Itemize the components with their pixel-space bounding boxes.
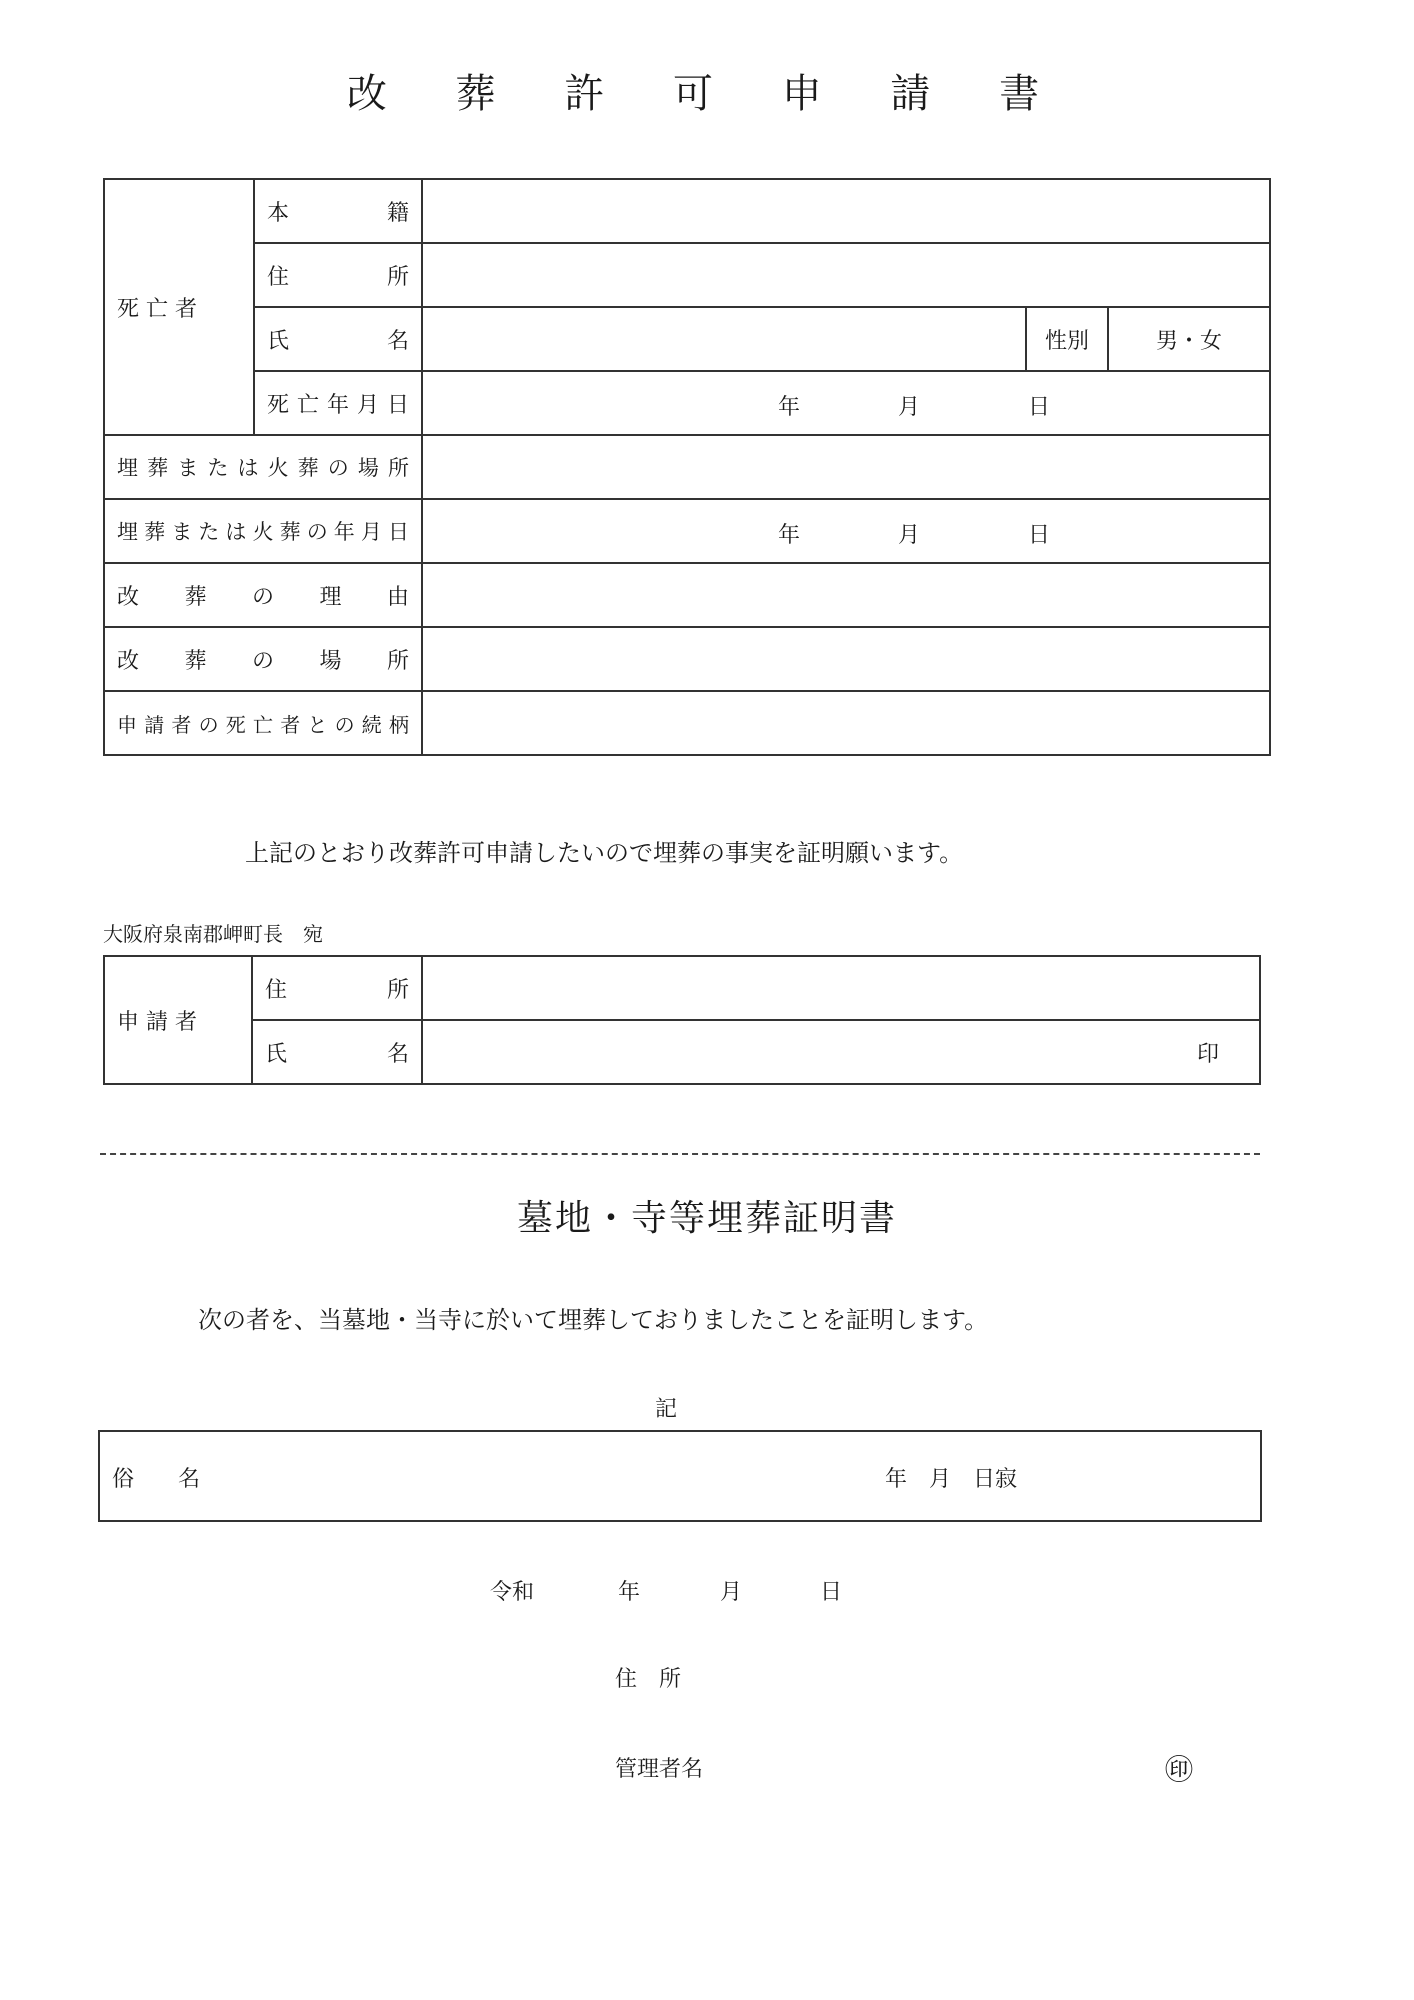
applicant-seal: 印 (1196, 1041, 1219, 1067)
certificate-title: 墓地・寺等埋葬証明書 (516, 1198, 897, 1239)
deceased-address-label: 住所 (254, 243, 422, 307)
applicant-table (103, 955, 1261, 1085)
death-month: 月 (898, 395, 921, 420)
burial-date-label: 埋葬または火葬の年月日 (104, 499, 422, 563)
reiwa-label: 令和 (490, 1580, 535, 1605)
cert-day: 日 (820, 1580, 843, 1605)
manager-name-label: 管理者名 (615, 1757, 704, 1782)
manager-seal-icon: ㊞ (1165, 1753, 1194, 1786)
application-table (103, 178, 1271, 756)
burial-place-label: 埋葬または火葬の場所 (104, 435, 422, 499)
applicant-group-label: 申 請 者 (104, 956, 252, 1084)
relation-label: 申請者の死亡者との続柄 (104, 691, 422, 755)
burial-month: 月 (898, 523, 921, 548)
burial-date-field[interactable] (422, 499, 1270, 563)
form-title: 改 葬 許 可 申 請 書 (346, 71, 1068, 117)
death-date-field[interactable] (422, 371, 1270, 435)
sex-label: 性別 (1026, 307, 1108, 371)
honseki-field[interactable] (422, 179, 1270, 243)
burial-place-field[interactable] (422, 435, 1270, 499)
deceased-group-label: 死 亡 者 (104, 179, 254, 435)
honseki-label: 本籍 (254, 179, 422, 243)
cert-year: 年 (618, 1580, 641, 1605)
cert-month: 月 (720, 1580, 743, 1605)
death-day: 日 (1028, 395, 1051, 420)
sex-options[interactable]: 男・女 (1108, 307, 1270, 371)
applicant-name-label: 氏名 (252, 1020, 422, 1084)
zokumyo-label: 俗 名 (112, 1467, 201, 1492)
deceased-address-field[interactable] (422, 243, 1270, 307)
deceased-name-label: 氏名 (254, 307, 422, 371)
cut-line (100, 1153, 1260, 1155)
certificate-statement: 次の者を、当墓地・当寺に於いて埋葬しておりましたことを証明します。 (198, 1306, 989, 1334)
request-statement: 上記のとおり改葬許可申請したいので埋葬の事実を証明願います。 (245, 839, 964, 867)
zokumyo-table (98, 1430, 1262, 1522)
reason-field[interactable] (422, 563, 1270, 627)
zokumyo-death-date: 年 月 日寂 (885, 1467, 1018, 1492)
burial-year: 年 (778, 523, 801, 548)
reburial-place-label: 改葬の場所 (104, 627, 422, 691)
deceased-name-field[interactable] (422, 307, 1026, 371)
applicant-address-label: 住所 (252, 956, 422, 1020)
relation-field[interactable] (422, 691, 1270, 755)
burial-day: 日 (1028, 523, 1051, 548)
reason-label: 改葬の理由 (104, 563, 422, 627)
applicant-name-field[interactable] (422, 1020, 1260, 1084)
ki-label: 記 (655, 1397, 678, 1422)
reburial-place-field[interactable] (422, 627, 1270, 691)
death-date-label: 死亡年月日 (254, 371, 422, 435)
applicant-address-field[interactable] (422, 956, 1260, 1020)
zokumyo-row[interactable] (99, 1431, 1261, 1521)
cert-address-label: 住 所 (615, 1667, 682, 1692)
death-year: 年 (778, 395, 801, 420)
addressee: 大阪府泉南郡岬町長 宛 (103, 922, 323, 946)
